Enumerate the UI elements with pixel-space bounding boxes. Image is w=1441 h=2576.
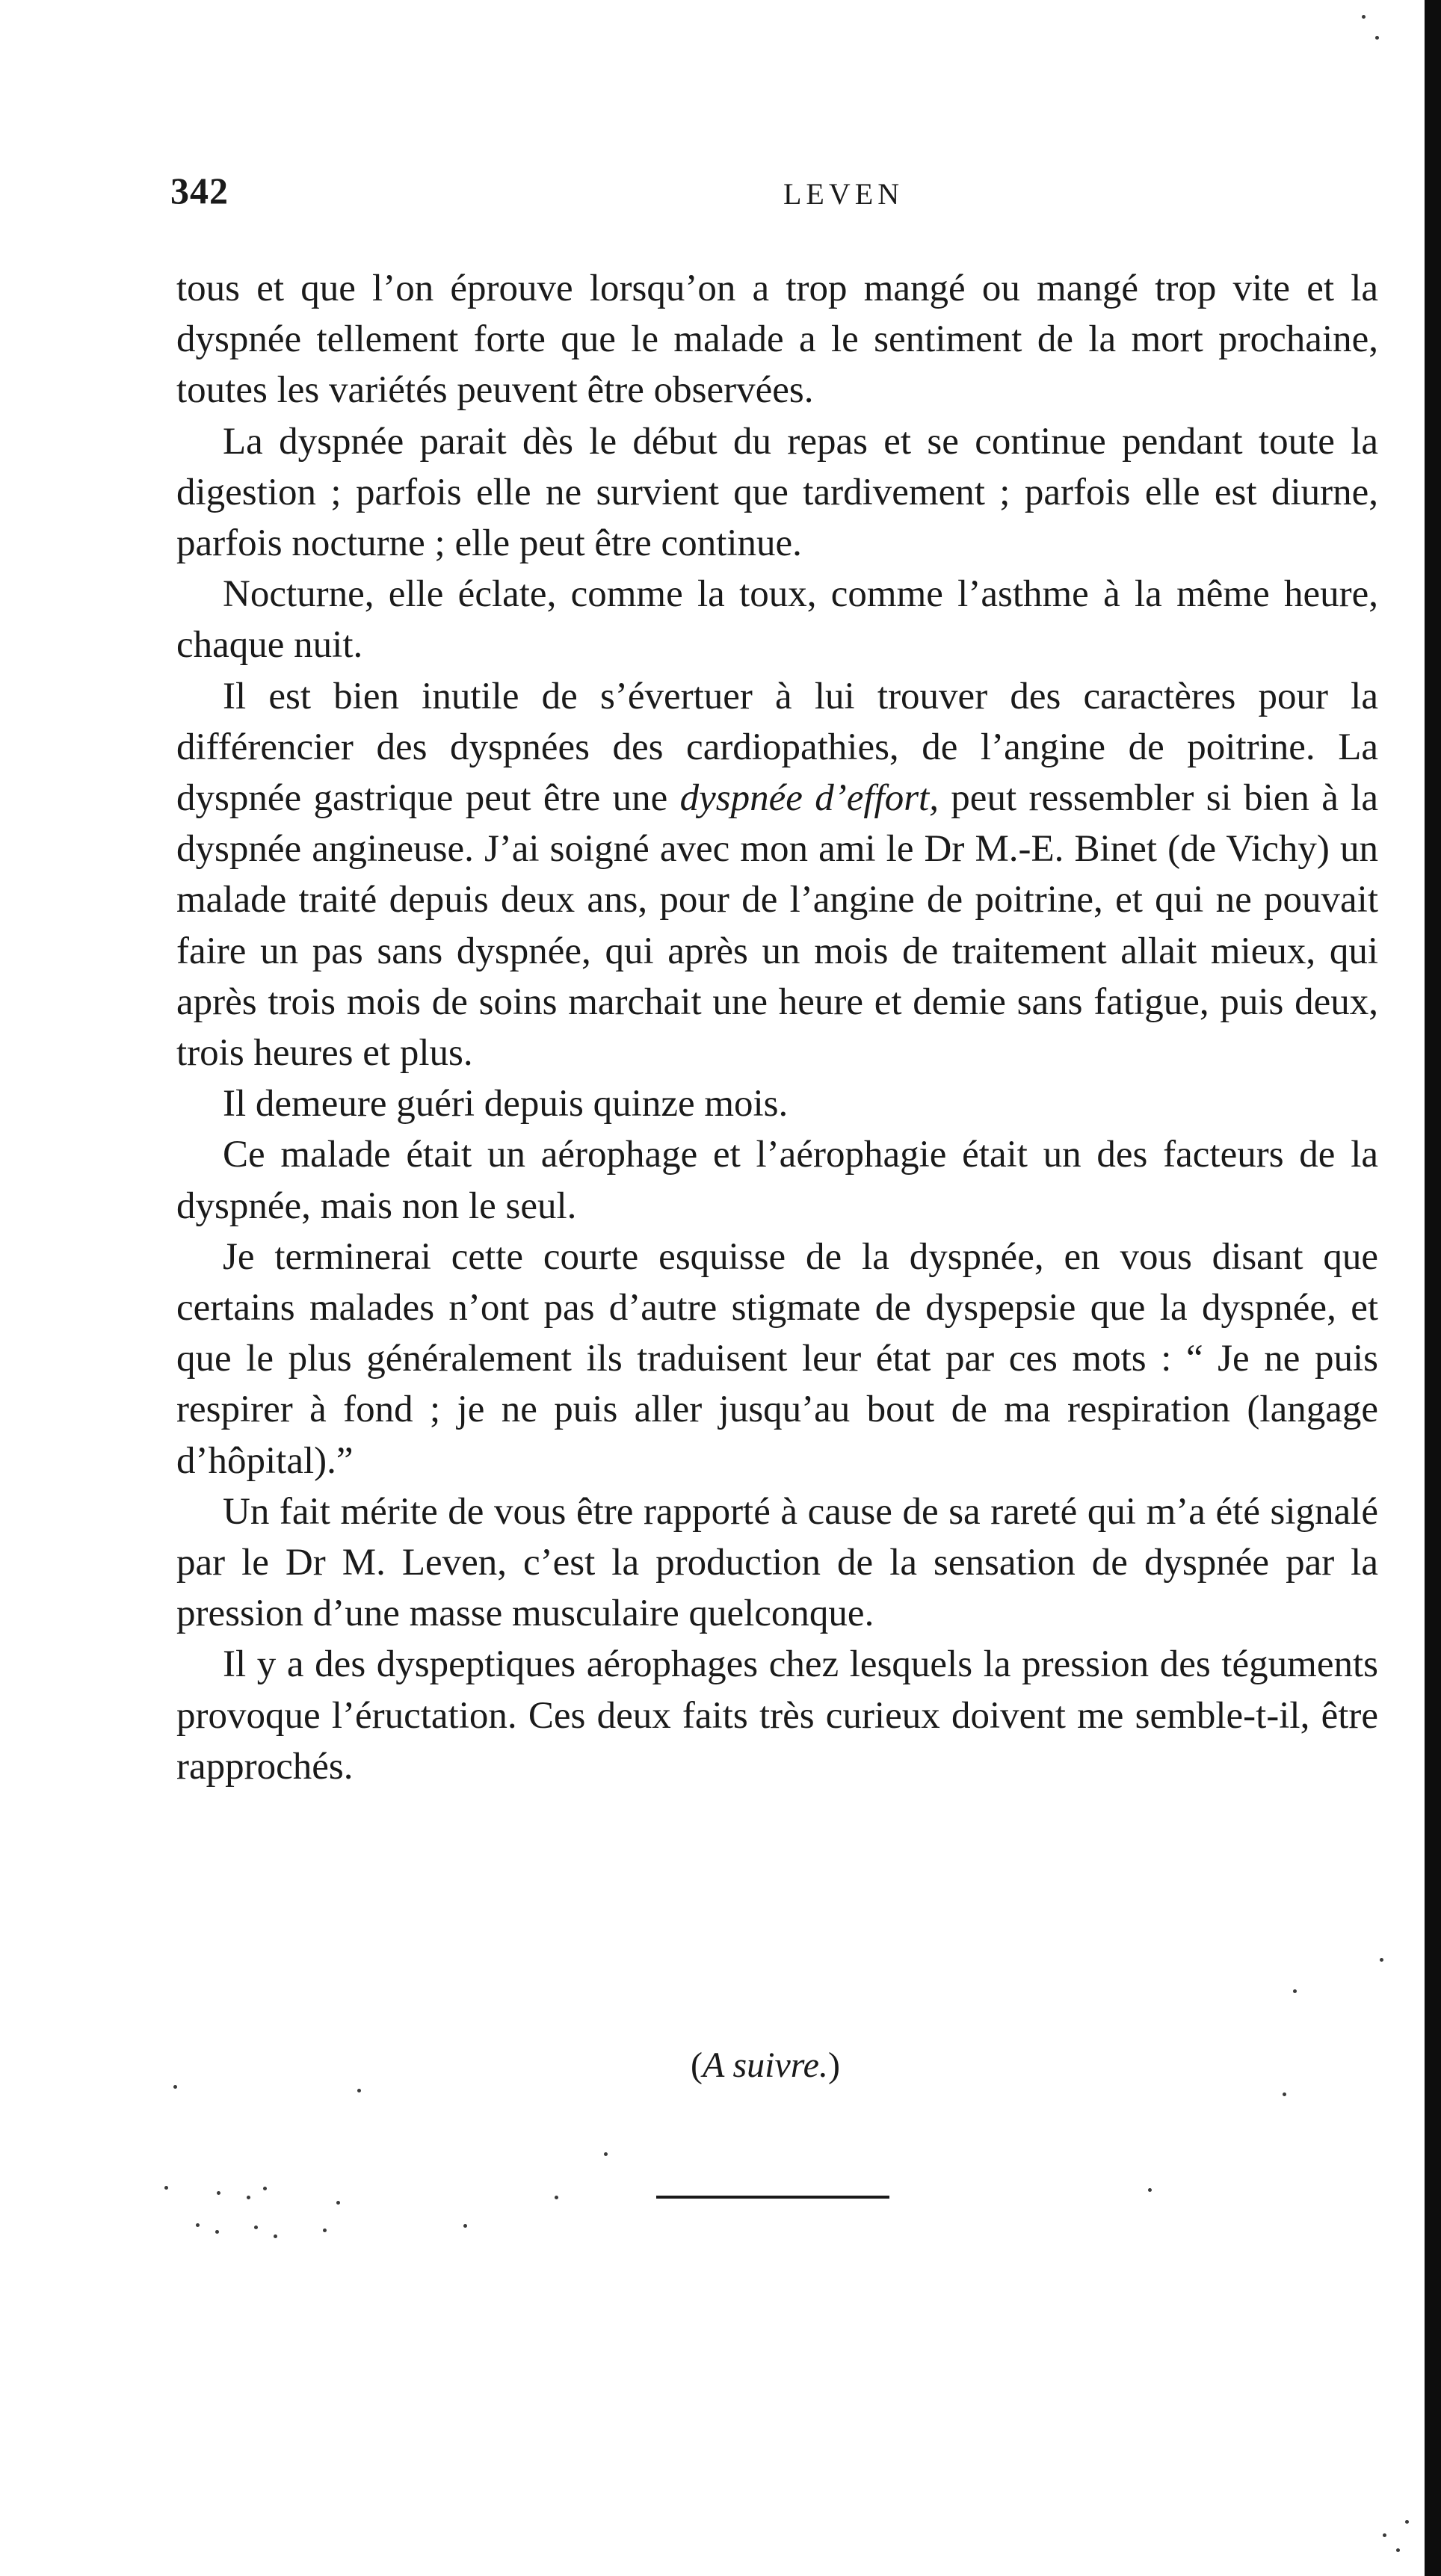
paragraph-text: peut ressembler si bien à la dyspnée angineuse. J’ai soigné avec mon ami le Dr M.-E. Binet (de Vichy) un malade traité depuis deux ans, pour de l’angine de poitrine, et qui ne pouvait faire un pas sans dyspnée, qui après un mois de traitement allait mieux, qui après trois mois de soins marchait une heure et demie sans fatigue, puis deux, trois heures et plus. [176, 777, 1378, 1075]
scan-speck [555, 2196, 558, 2199]
running-title: LEVEN [783, 177, 904, 211]
scan-speck [263, 2187, 267, 2190]
paragraph-6 [176, 1129, 1378, 1231]
scan-speck [463, 2224, 467, 2228]
paragraph-text: La dyspnée parait dès le début du repas et se continue pendant toute la digestion ; parfois elle ne survient que tardivement ; parfois elle est diurne, parfois nocturne ; elle peut être continue. [176, 420, 1378, 565]
scan-speck [336, 2201, 340, 2205]
scan-speck [1283, 2092, 1286, 2096]
paragraph-4 [176, 671, 1378, 1079]
scan-speck [215, 2230, 219, 2234]
scan-speck [254, 2226, 258, 2229]
scan-speck [247, 2196, 250, 2199]
scan-speck [217, 2191, 220, 2195]
paragraph-1 [176, 263, 1378, 416]
end-rule [656, 2196, 889, 2199]
scan-speck [196, 2223, 200, 2227]
paragraph-3 [176, 569, 1378, 670]
scan-speck [1383, 2533, 1386, 2537]
paragraph-text: Nocturne, elle éclate, comme la toux, comme l’asthme à la même heure, chaque nuit. [176, 573, 1378, 667]
scan-speck [1396, 2548, 1400, 2552]
paragraph-2 [176, 416, 1378, 569]
scan-speck [1405, 2520, 1409, 2524]
scan-speck [164, 2186, 168, 2190]
paragraph-5 [176, 1078, 1378, 1129]
paragraph-text: Ce malade était un aérophage et l’aérophagie était un des facteurs de la dyspnée, mais non le seul. [176, 1134, 1378, 1227]
closing-italic-text: A suivre. [703, 2045, 828, 2085]
paragraph-text: Il y a des dyspeptiques aérophages chez lesquels la pression des téguments provoque l’éructation. Ces deux faits très curieux doivent me semble-t-il, être rapprochés. [176, 1643, 1378, 1788]
paragraph-7 [176, 1232, 1378, 1486]
page-number: 342 [170, 170, 229, 211]
scan-speck [173, 2085, 177, 2089]
running-head [170, 169, 1383, 221]
paragraph-text: Il est bien inutile de s’évertuer à lui trouver des caractères pour la différencier des dyspnées des cardiopathies, de l’angine de poitrine. La dyspnée gastrique peut être une [176, 675, 1378, 820]
scan-speck [1380, 1958, 1383, 1962]
to-be-continued-note [0, 2045, 1441, 2086]
body-text [176, 263, 1378, 1792]
paragraph-8 [176, 1486, 1378, 1640]
paragraph-text: tous et que l’on éprouve lorsqu’on a trop mangé ou mangé trop vite et la dyspnée tellement forte que le malade a le sentiment de la mort prochaine, toutes les variétés peuvent être observées. [176, 268, 1378, 412]
scan-speck [1375, 36, 1379, 40]
scan-speck [1362, 15, 1366, 19]
closing-open-paren: ( [691, 2045, 703, 2085]
scan-speck [1148, 2188, 1152, 2192]
scan-speck [1293, 1989, 1297, 1993]
paragraph-text: Il demeure guéri depuis quinze mois. [223, 1083, 789, 1125]
paragraph-9 [176, 1639, 1378, 1792]
paragraph-text: Un fait mérite de vous être rapporté à cause de sa rareté qui m’a été signalé par le Dr M. Leven, c’est la production de la sensation de dyspnée par la pression d’une masse musculaire quelconque. [176, 1490, 1378, 1635]
scan-speck [357, 2089, 361, 2092]
paragraph-text: Je terminerai cette courte esquisse de la dyspnée, en vous disant que certains malades n’ont pas d’autre stigmate de dyspepsie que la dyspnée, et que le plus généralement ils traduisent leur état par ces mots : “ Je ne puis respirer à fond ; je ne puis aller jusqu’au bout de ma respiration (langage d’hôpital).” [176, 1235, 1378, 1482]
scan-edge-shadow [1425, 0, 1441, 2576]
italic-emphasis: dyspnée d’effort, [679, 777, 939, 820]
scan-speck [604, 2152, 608, 2156]
scan-speck [274, 2234, 277, 2238]
scan-speck [323, 2228, 327, 2232]
closing-close-paren: ) [827, 2045, 840, 2085]
